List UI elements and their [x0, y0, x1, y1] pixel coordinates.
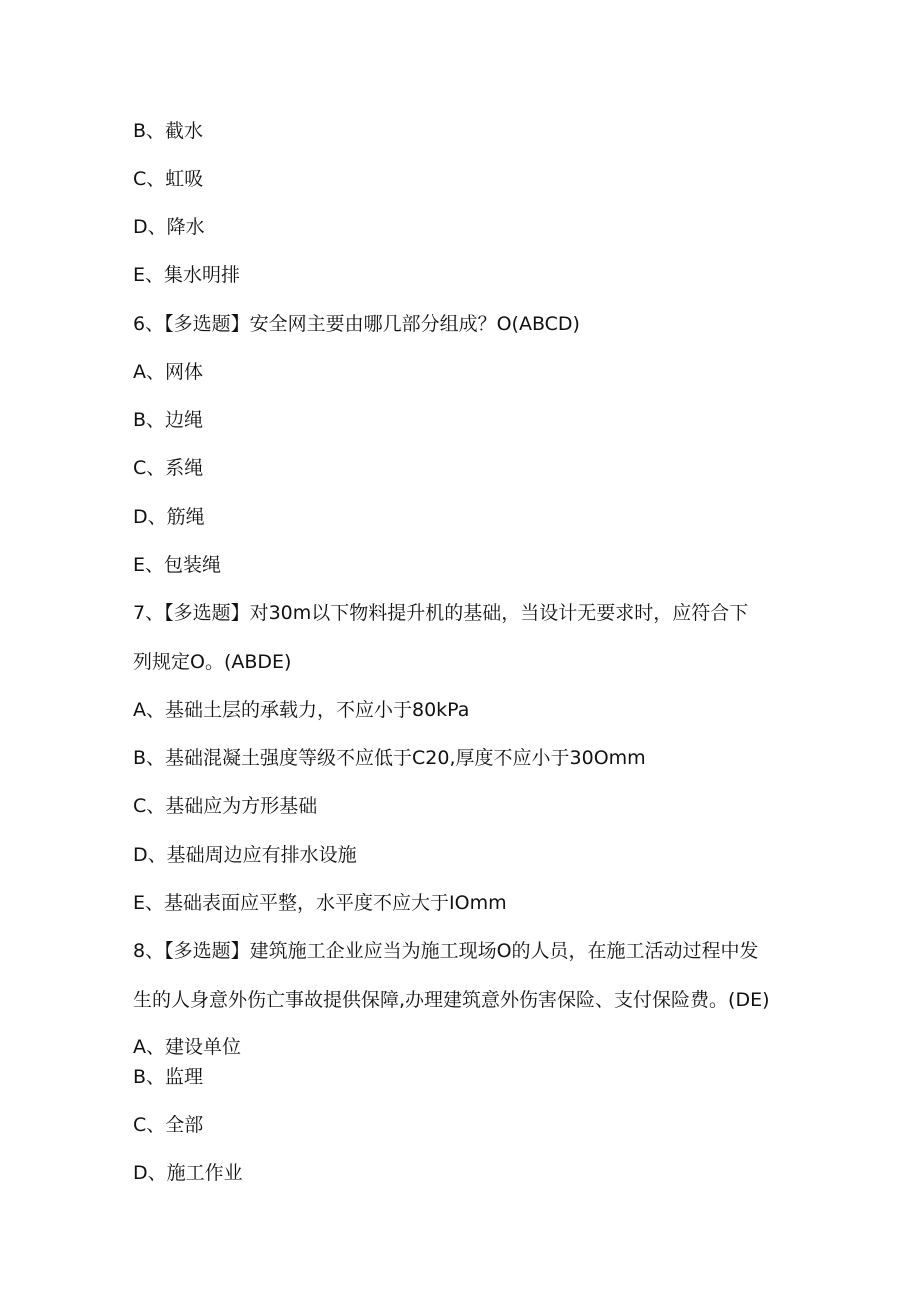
question-8-line-2: 生的人身意外伤亡事故提供保障,办理建筑意外伤害保险、支付保险费。(DE) — [133, 989, 770, 1011]
option-e-q7: E、基础表面应平整，水平度不应大于IOmm — [133, 892, 507, 914]
option-d-q8: D、施工作业 — [133, 1162, 243, 1184]
question-7-line-2: 列规定O。(ABDE) — [133, 651, 292, 673]
option-e-q6: E、包装绳 — [133, 554, 222, 576]
option-b-q6: B、边绳 — [133, 409, 204, 431]
option-e-q5: E、集水明排 — [133, 264, 241, 286]
option-b-q8: B、监理 — [133, 1066, 204, 1088]
option-c-q7: C、基础应为方形基础 — [133, 795, 318, 817]
option-a-q7: A、基础土层的承载力，不应小于80kPa — [133, 699, 470, 721]
option-a-q6: A、网体 — [133, 361, 203, 383]
option-c-q8: C、全部 — [133, 1114, 204, 1136]
option-d-q7: D、基础周边应有排水设施 — [133, 844, 357, 866]
option-d-q5: D、降水 — [133, 216, 205, 238]
option-c-q5: C、虹吸 — [133, 168, 204, 190]
option-b-q5: B、截水 — [133, 120, 204, 142]
option-c-q6: C、系绳 — [133, 457, 204, 479]
question-8-line-1: 8、【多选题】建筑施工企业应当为施工现场O的人员，在施工活动过程中发 — [133, 940, 759, 962]
question-7-line-1: 7、【多选题】对30m以下物料提升机的基础，当设计无要求时，应符合下 — [133, 602, 749, 624]
option-d-q6: D、筋绳 — [133, 506, 205, 528]
option-b-q7: B、基础混凝土强度等级不应低于C20,厚度不应小于30Omm — [133, 747, 646, 769]
question-6: 6、【多选题】安全网主要由哪几部分组成？O(ABCD) — [133, 313, 580, 335]
option-a-q8: A、建设单位 — [133, 1036, 241, 1058]
